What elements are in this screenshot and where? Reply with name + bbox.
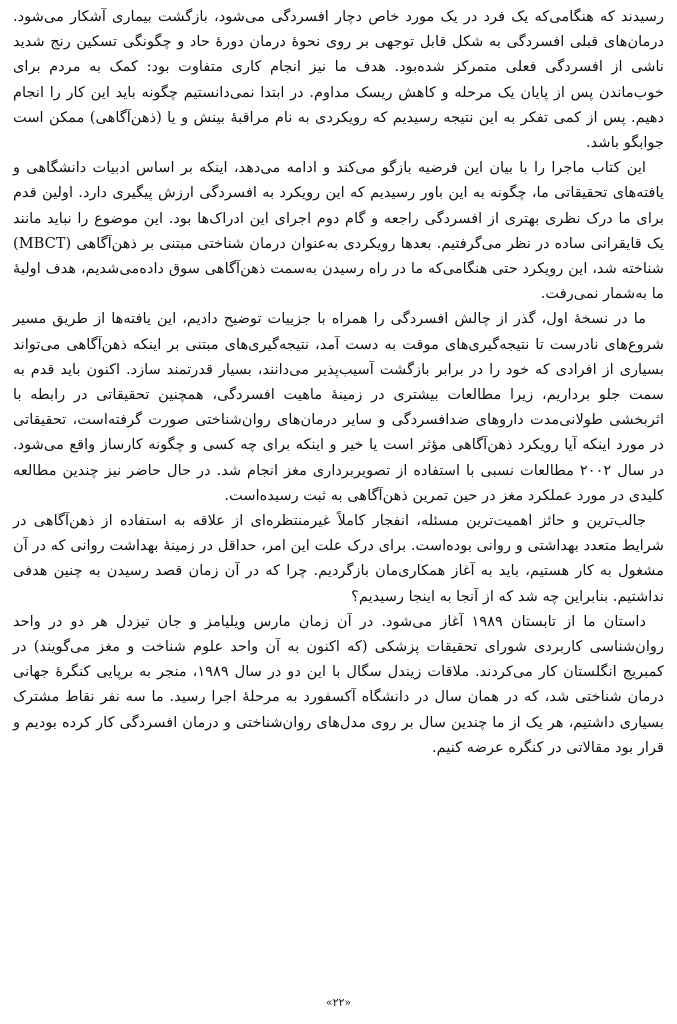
page-number: «۲۲»	[325, 996, 352, 1009]
page-body	[13, 4, 664, 760]
paragraph-1: رسیدند که هنگامی‌که یک فرد در یک مورد خاص دچار افسردگی می‌شود، بازگشت بیماری آشکار می‌شود. درمان‌های قبلی افسردگی به شکل قابل توجهی بر روی نحوهٔ درمان دورهٔ حاد و چگونگی تسکین رنج شدید ناشی از افسردگی فعلی متمرکز شده‌بود. هدف ما نیز انجام کاری متفاوت بود: کمک به مردم برای خوب‌ماندن پس از پایان یک مرحله و کاهش ریسک مداوم. در ابتدا نمی‌دانستیم چگونه باید این کار را انجام دهیم. پس از کمی تفکر به این نتیجه رسیدیم که رویکردی به نام مراقبهٔ بینش و یا (ذهن‌آگاهی) ممکن است جوابگو باشد.	[13, 8, 664, 152]
paragraph-2: این کتاب ماجرا را با بیان این فرضیه بازگو می‌کند و ادامه می‌دهد، اینکه بر اساس ادبیات دانشگاهی و یافته‌های تحقیقاتی ما، چگونه به این باور رسیدیم که این رویکرد به افسردگی ارزش پیگیری دارد. اولین قدم برای ما درک نظری بهتری از افسردگی راجعه و گام دوم اجرای این ادراک‌ها بود. این موضوع را نباید مانند یک قایقرانی ساده در نظر می‌گرفتیم. بعدها رویکردی به‌عنوان درمان شناختی مبتنی بر ذهن‌آگاهی (MBCT) شناخته شد، این رویکرد حتی هنگامی‌که ما در راه رسیدن به‌سمت ذهن‌آگاهی سوق داده‌می‌شدیم، هدف اولیهٔ ما به‌شمار نمی‌رفت.	[13, 159, 664, 303]
paragraph-5: داستان ما از تابستان ۱۹۸۹ آغاز می‌شود. در آن زمان مارس ویلیامز و جان تیزدل هر دو در واحد روان‌شناسی کاربردی شورای تحقیقات پزشکی (که اکنون به آن واحد علوم شناخت و مغز می‌گویند) در کمبریج انگلستان کار می‌کردند. ملاقات زیندل سگال با این دو در سال ۱۹۸۹، منجر به برپایی کنگرهٔ جهانی درمان شناختی شد، که در همان سال در دانشگاه آکسفورد به مرحلهٔ اجرا رسید. ما سه نفر نقاط مشترک بسیاری داشتیم، هر یک از ما چندین سال بر روی مدل‌های روان‌شناختی و درمان افسردگی کار کرده بودیم و قرار بود مقالاتی در کنگره عرضه کنیم.	[13, 612, 664, 756]
paragraph-3: ما در نسخهٔ اول، گذر از چالش افسردگی را همراه با جزییات توضیح دادیم، این یافته‌ها از طریق مسیر شروع‌های نادرست تا نتیجه‌گیری‌های موقت به دست آمد، نتیجه‌گیری‌های مبتنی بر اینکه ذهن‌آگاهی می‌تواند بسیاری از افرادی که خود را در برابر بازگشت آسیب‌پذیر می‌دانند، بسیار قدرتمند سازد. اکنون باید قدم به سمت جلو برداریم، زیرا مطالعات بیشتری در زمینهٔ ماهیت افسردگی، همچنین تحقیقاتی در رابطه با اثربخشی طولانی‌مدت داروهای ضدافسردگی و سایر درمان‌های روان‌شناختی صورت گرفته‌است، تحقیقاتی در مورد اینکه آیا رویکرد ذهن‌آگاهی مؤثر است یا خیر و اینکه برای چه کسی و چگونه کارساز واقع می‌شود. در سال ۲۰۰۲ مطالعات نسبی با استفاده از تصویربرداری مغز انجام شد. در حال حاضر نیز چندین مطالعه کلیدی در مورد عملکرد مغز در حین تمرین ذهن‌آگاهی به ثبت رسیده‌است.	[13, 310, 664, 504]
paragraph-4: جالب‌ترین و حائز اهمیت‌ترین مسئله، انفجار کاملاً غیرمنتظره‌ای از علاقه به استفاده از ذهن‌آگاهی در شرایط متعدد بهداشتی و روانی بوده‌است. برای درک علت این امر، حداقل در زمینهٔ بهداشت روانی که در آن مشغول به کار هستیم، باید به آغاز همکاری‌مان بازگردیم. چرا که در آن زمان قصد رسیدن به چنین هدفی نداشتیم. بنابراین چه شد که از آنجا به اینجا رسیدیم؟	[13, 512, 664, 605]
